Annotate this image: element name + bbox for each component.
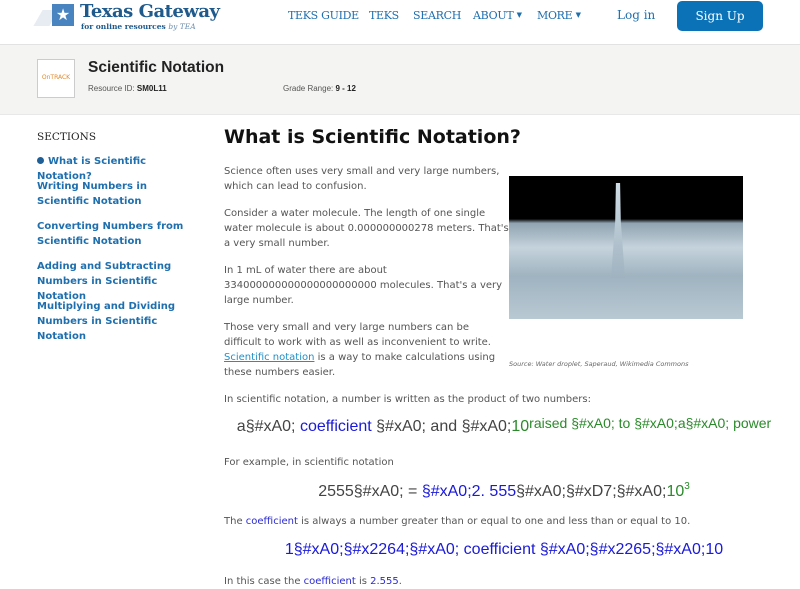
resource-id-value: SM0L11 <box>136 84 167 93</box>
grade-range-value: 9 - 12 <box>335 84 356 93</box>
water-droplet-image <box>509 176 743 319</box>
paragraph-coefficient-range <box>224 514 784 529</box>
logo-title[interactable]: Texas Gateway <box>80 1 220 22</box>
coefficient-term: coefficient <box>303 576 356 587</box>
formula-example <box>224 481 784 501</box>
paragraph-example: For example, in scientific notation <box>224 457 394 468</box>
section-link-converting[interactable]: Converting Numbers from Scientific Notation <box>37 221 184 247</box>
formula-term: §#xA0; and <box>376 418 462 435</box>
formula-term: a <box>236 418 246 435</box>
formula-term: raised §#xA0; to §#xA0;a§#xA0; power <box>529 415 772 431</box>
formula-term: 10 <box>511 418 530 435</box>
text: The <box>224 516 246 527</box>
logo-sub-text: for online resources <box>81 22 166 31</box>
nav-about[interactable] <box>473 9 522 22</box>
grade-range-label: Grade Range: <box>283 84 334 93</box>
logo-subtitle <box>81 22 196 31</box>
active-bullet-icon <box>37 157 44 164</box>
formula-term: 1§#xA0;§#x2264;§#xA0; coefficient §#xA0;§#x2265;§#xA0;10 <box>284 541 724 558</box>
caret-down-icon: ▼ <box>575 11 581 19</box>
text: Those very small and very large numbers can be difficult to work with as well as inconvenient to write. <box>224 322 491 348</box>
resource-banner <box>0 44 800 115</box>
nav-teks-guide[interactable]: TEKS GUIDE <box>288 9 359 22</box>
text: is <box>355 576 371 587</box>
text: is a way to make calculations using these numbers easier. <box>224 352 496 378</box>
paragraph-large-number: In 1 mL of water there are about 334000000000000000000000 molecules. That's a very large number. <box>224 265 503 306</box>
formula-inequality <box>224 541 784 559</box>
paragraph-this-case <box>224 574 784 589</box>
image-caption: Source: Water droplet, Saperaud, Wikimedia Commons <box>509 360 689 368</box>
paragraph-product: In scientific notation, a number is written as the product of two numbers: <box>224 394 591 405</box>
paragraph-small-number: Consider a water molecule. The length of one single water molecule is about 0.000000000278 meters. That's a very small number. <box>224 208 509 249</box>
ontrack-logo: OnTRACK <box>37 59 75 98</box>
text: . <box>398 576 402 587</box>
text: is always a number greater than or equal to one and less than or equal to 10. <box>297 516 691 527</box>
formula-term: 2555§#xA0; = <box>318 483 422 500</box>
formula-general <box>224 415 784 436</box>
sections-heading: SECTIONS <box>37 131 97 143</box>
formula-term: 3 <box>684 481 690 492</box>
formula-term: coefficient <box>299 418 377 435</box>
grade-range <box>283 84 356 93</box>
page-title: What is Scientific Notation? <box>224 126 521 148</box>
resource-id-label: Resource ID: <box>88 84 135 93</box>
caret-down-icon: ▼ <box>516 11 522 19</box>
login-link[interactable]: Log in <box>617 8 656 22</box>
formula-term: §#xA0;§#xD7;§#xA0; <box>516 483 667 500</box>
star-logo-icon[interactable]: ★ <box>52 4 74 26</box>
nav-more[interactable] <box>537 9 581 22</box>
signup-button[interactable]: Sign Up <box>677 1 763 31</box>
formula-term: §#xA0;2. 555 <box>421 483 517 500</box>
section-link-multiplying[interactable]: Multiplying and Dividing Numbers in Scientific Notation <box>37 301 176 342</box>
coefficient-term: coefficient <box>245 516 298 527</box>
formula-term: 10 <box>666 483 685 500</box>
paragraph-difficulty <box>224 320 509 380</box>
resource-id <box>88 84 167 93</box>
paragraph-intro: Science often uses very small and very large numbers, which can lead to confusion. <box>224 166 500 192</box>
nav-more-label: MORE <box>537 9 573 22</box>
scientific-notation-link[interactable]: Scientific notation <box>224 352 315 363</box>
formula-term: §#xA0; <box>461 418 512 435</box>
section-label: What is Scientific Notation? <box>37 156 147 182</box>
text: In this case the <box>224 576 304 587</box>
logo-by-text: by TEA <box>168 22 196 31</box>
nav-teks[interactable]: TEKS <box>369 9 399 22</box>
nav-search[interactable]: SEARCH <box>413 9 462 22</box>
resource-title: Scientific Notation <box>88 59 225 76</box>
formula-term: §#xA0; <box>245 418 300 435</box>
section-link-adding[interactable]: Adding and Subtracting Numbers in Scientific Notation <box>37 261 172 302</box>
coefficient-value: 2.555 <box>370 576 399 587</box>
section-link-writing[interactable]: Writing Numbers in Scientific Notation <box>37 181 147 207</box>
nav-about-label: ABOUT <box>473 9 514 22</box>
